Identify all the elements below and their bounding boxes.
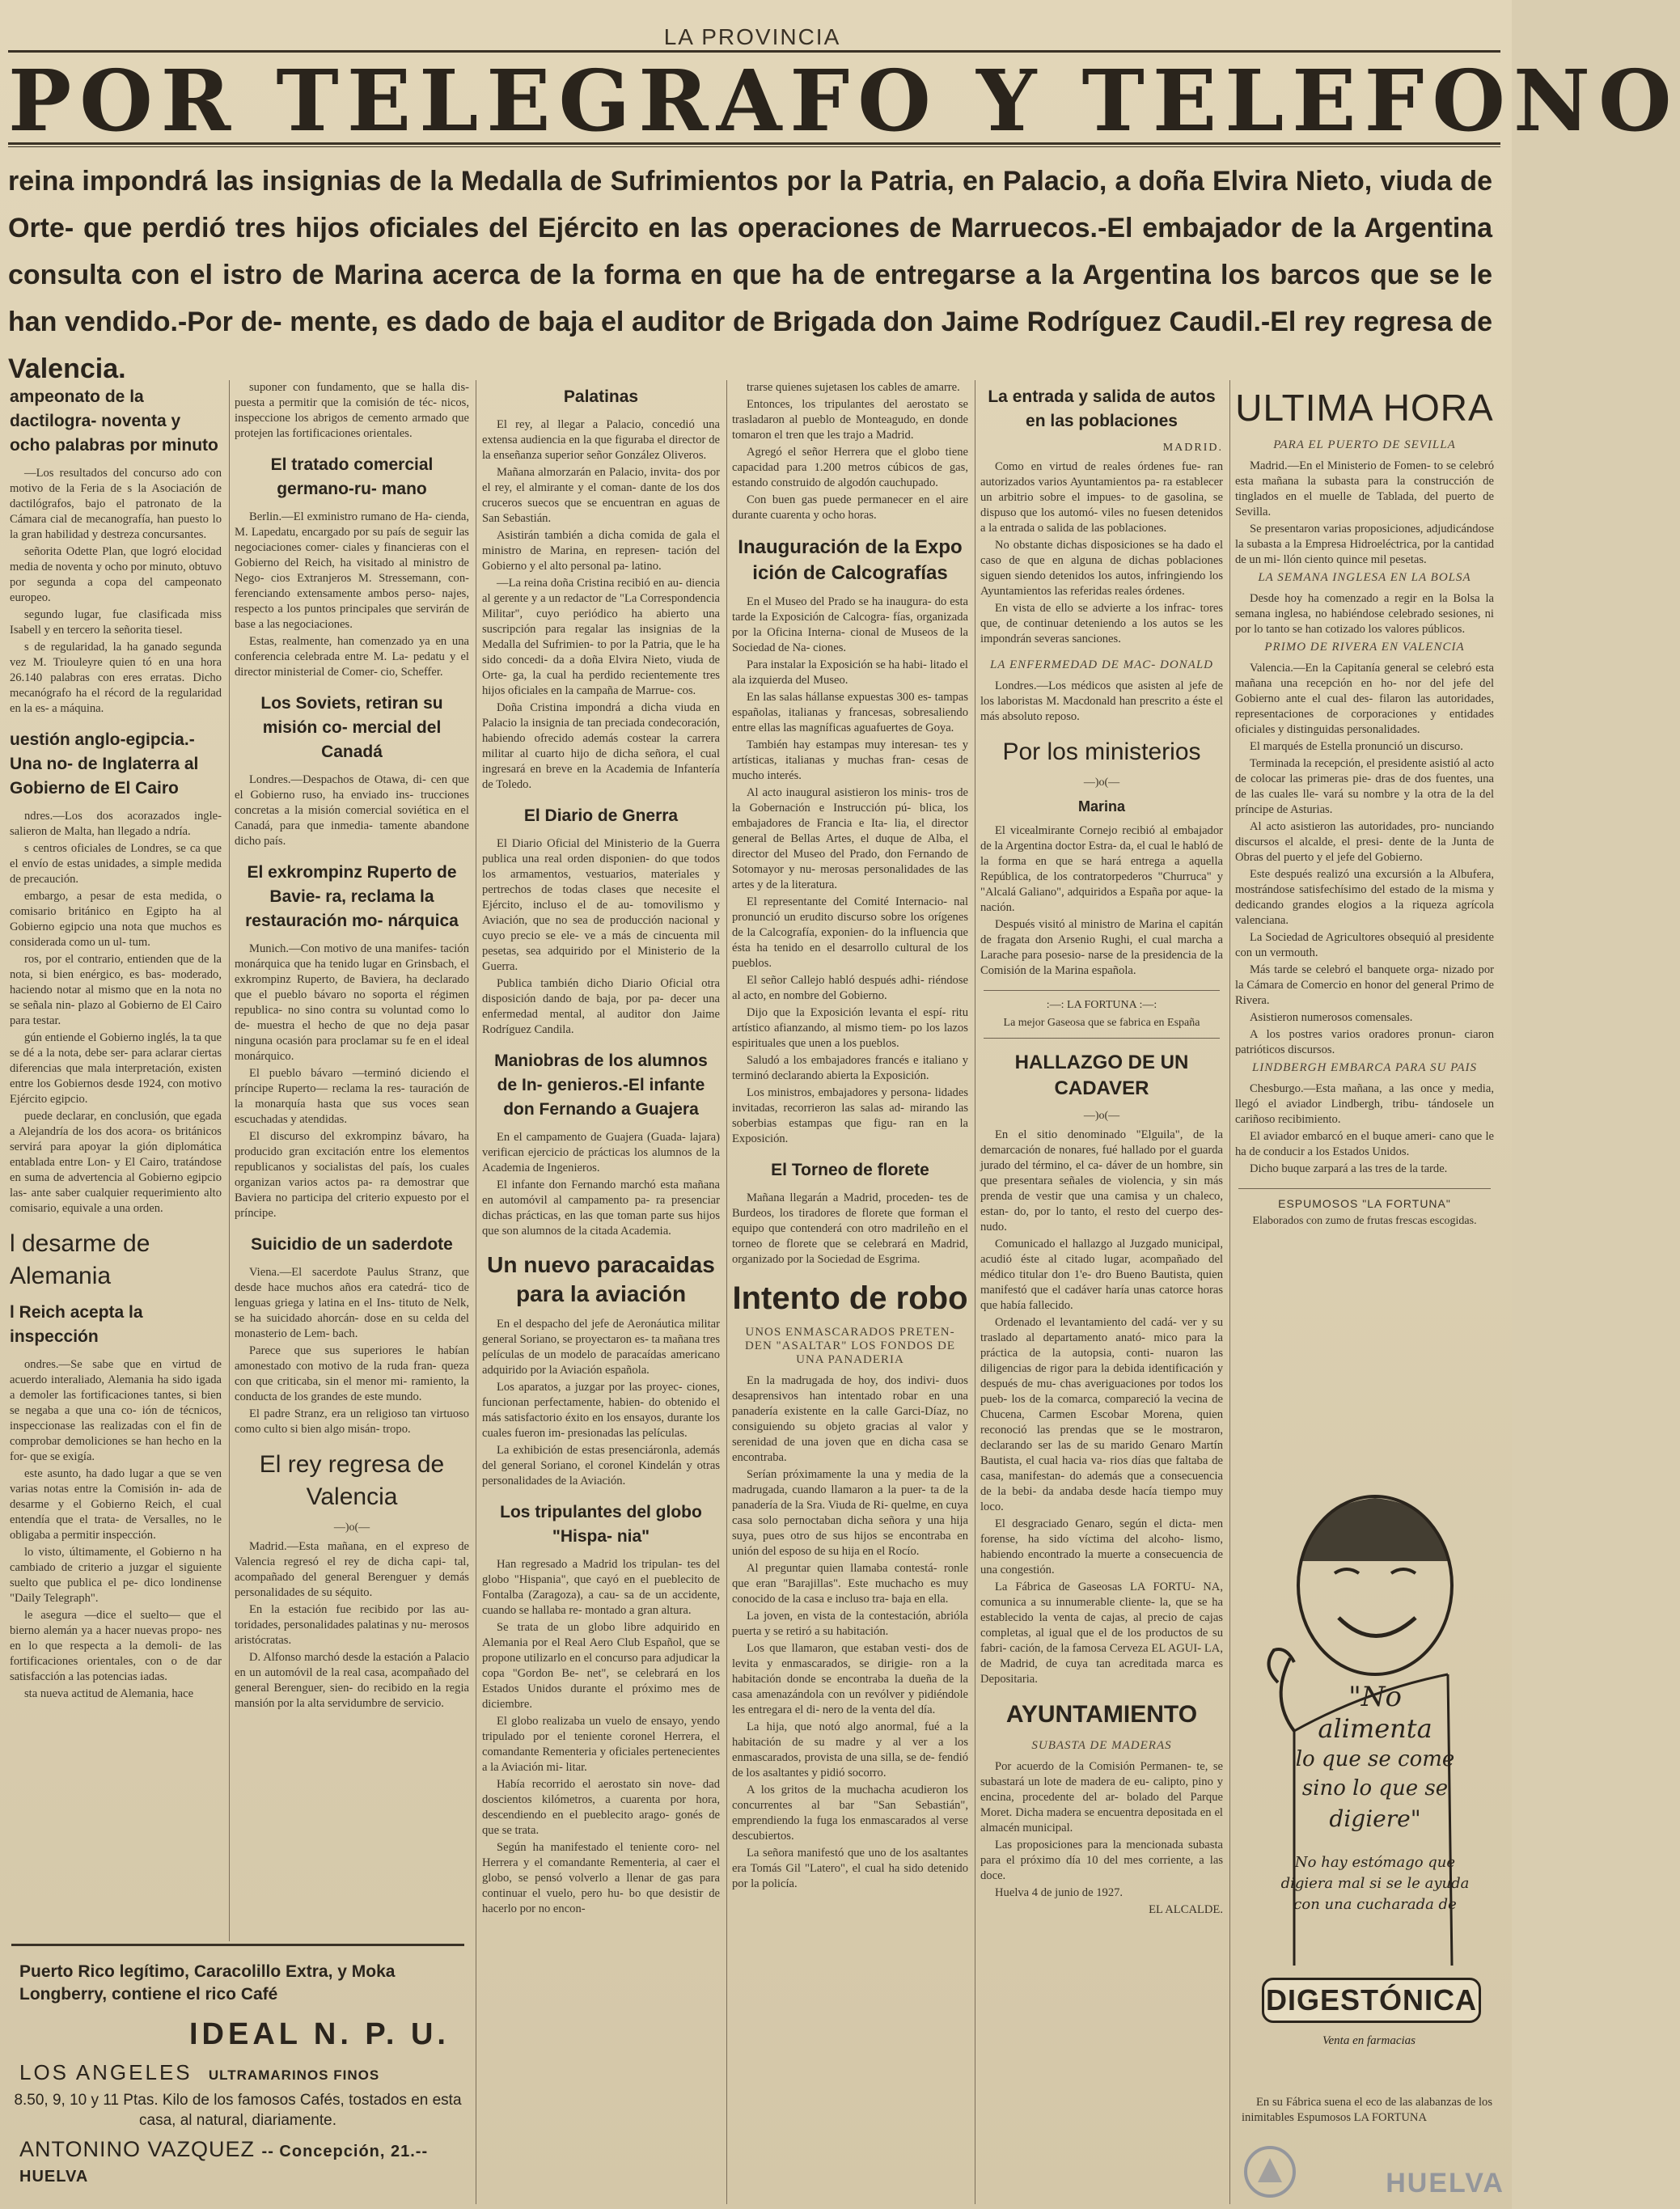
divider — [984, 990, 1220, 991]
paragraph: Después visitó al ministro de Marina el capitán de fragata don Arsenio Rughi, el cual marcha a Larache para posesio- narse de la presidencia de la Comisión de la Marina española. — [980, 918, 1223, 977]
ad-prices: 8.50, 9, 10 y 11 Ptas. Kilo de los famosos Cafés, tostados en esta casa, al natural, diariamente. — [14, 2092, 462, 2129]
section-banner: POR TELEGRAFO Y TELEFONO — [8, 51, 1680, 150]
paragraph: Las proposiciones para la mencionada subasta para el próximo día 10 del mes corriente, a las doce. — [980, 1839, 1223, 1882]
ad-text: La mejor Gaseosa que se fabrica en España — [1003, 1017, 1200, 1029]
paragraph: La Sociedad de Agricultores obsequió al presidente con un vermouth. — [1235, 931, 1494, 959]
paragraph: Han regresado a Madrid los tripulan- tes del globo "Hispania", que cayó en el pueblecito de Fontalba (Zaragoza), a cau- sa de un accidente, cuando se hallaba re- montado a gran altura. — [482, 1558, 720, 1617]
paragraph: ndres.—Los dos acorazados ingle- salieron de Malta, han llegado a ndría. — [10, 810, 222, 838]
article-robbery-attempt — [732, 1279, 968, 1892]
ad-espumosos — [1235, 1188, 1494, 1228]
paragraph: Londres.—Despachos de Otawa, di- cen que el Gobierno ruso, ha enviado ins- trucciones concretas a la misión comercial soviética en el Canadá, para que inmedia- tamente abandone dicho país. — [235, 773, 469, 848]
paragraph: D. Alfonso marchó desde la estación a Palacio en un automóvil de la real casa, acompañado del general Berenguer, sien- do recibido en la regia mansión por la alta servidumbre de servicio. — [235, 1651, 469, 1710]
paragraph: trarse quienes sujetasen los cables de amarre. — [747, 381, 960, 394]
subheadline: LA ENFERMEDAD DE MAC- DONALD — [989, 658, 1214, 671]
ad-tagline: Venta en farmacias — [1322, 2034, 1416, 2047]
paragraph: —La reina doña Cristina recibió en au- diencia al gerente y a un redactor de "La Correspondencia Militar", cuyo periódico ha abierto una suscripción para regalar las insignias de la Medalla del Sufrimien- to por la Patria, que le ha sido concedi- da a doña Elvira Nieto, viuda de Orte- ga, la cual ha perdido recientemente tres hijos oficiales en la campaña de Marrue- cos. — [482, 577, 720, 697]
headline: ULTIMA HORA — [1235, 387, 1494, 429]
article-last-hour — [1235, 385, 1494, 1177]
paragraph: Munich.—Con motivo de una manifes- tación monárquica que ha tenido lugar en Grinsbach, el exkrompinz Ruperto, de Baviera, ha declarado que el pueblo bávaro no soporta el régimen republica- no sino contra su voluntad como lo de- muestra el hecho de que no deja pasar ninguna ocasión para proclamar su fe en el ideal monárquico. — [235, 942, 469, 1063]
paragraph: El marqués de Estella pronunció un discurso. — [1250, 740, 1463, 753]
ad-owner — [19, 2137, 464, 2187]
article-macdonald-illness — [980, 658, 1223, 725]
paragraph: En la estación fue recibido por las au- toridades, personalidades palatinas y nu- merosos aristócratas. — [235, 1603, 469, 1647]
ad-brand: DIGESTÓNICA — [1262, 1978, 1481, 2023]
paragraph: Viena.—El sacerdote Paulus Stranz, que desde hace muchos años era catedrá- tico de lenguas griega y latina en el Ins- tituto de Nelk, se ha suicidado ahorcán- dose en su celda del monasterio de Lem- bach. — [235, 1266, 469, 1340]
headline: El rey regresa de Valencia — [259, 1451, 445, 1510]
owner-address: -- Concepción, 21.--HUELVA — [19, 2143, 429, 2186]
subheadline: UNOS ENMASCARADOS PRETEN- DEN "ASALTAR" LOS FONDOS DE UNA PANADERIA — [744, 1326, 955, 1366]
paragraph: El infante don Fernando marchó esta mañana en automóvil al campamento pa- ra presenciar dichas prácticas, en las que toman parte sus hijos que son alumnos de la citada Academia. — [482, 1179, 720, 1238]
paragraph: ros, por el contrario, entienden que de la nota, si bien enérgico, es bas- moderado, haciendo notar al mismo que en la nota no se señala nin- plazo al Gobierno de El Cairo para testar. — [10, 953, 222, 1027]
column-divider — [229, 380, 230, 1941]
article-trade-treaty — [235, 453, 469, 680]
masthead: LA PROVINCIA — [663, 24, 841, 49]
paragraph: En el sitio denominado "Elguila", de la demarcación de nonares, fué hallado por el guarda jurado del término, el ca- dáver de un hombre, sin que presentara señales de violencia, y sin más prenda de vestir que una camisa y un chaleco, estan- do, por lo tanto, el resto del cuerpo des- nudo. — [980, 1128, 1223, 1234]
article-engineers-maneuvers — [482, 1049, 720, 1239]
paragraph: Agregó el señor Herrera que el globo tiene capacidad para 1.200 metros cúbicos de gas, estando construido de algodón cauchupado. — [732, 446, 968, 489]
paragraph: En las salas hállanse expuestas 300 es- tampas españolas, italianas y francesas, sobresaliendo entre ellas las magníficas aguafuertes de Goya. — [732, 691, 968, 734]
separator: —)o(— — [1083, 1110, 1120, 1122]
paragraph: Londres.—Los médicos que asisten al jefe de los laboristas M. Macdonald han prescrito a éste el más absoluto reposo. — [980, 679, 1223, 723]
paragraph: Según ha manifestado el teniente coro- nel Herrera y el comandante Rementeria, al caer el globo, se pensó volverlo a llenar de gas para continuar el vuelo, pero hu- bo que desistir de hacerlo por no encon- — [482, 1841, 720, 1915]
paragraph: Serían próximamente la una y media de la madrugada, cuando llamaron a la puer- ta de la panadería de la Sra. Viuda de Ri- quelme, en cuya casa solo pernoctaban dicha señora y una hija suya, pues otro de sus hijos se encontraba en unión del esposo de su hija en el Rocío. — [732, 1468, 968, 1558]
headline: ampeonato de la dactilogra- noventa y ocho palabras por minuto — [10, 387, 218, 455]
headline: Palatinas — [563, 387, 639, 406]
paragraph: El discurso del exkrompinz bávaro, ha producido gran excitación entre los elementos republicanos y socialistas del país, los cuales organizan varios actos pa- ra demostrar que Baviera no participa del criterio expuesto por el príncipe. — [235, 1130, 469, 1220]
article-corpse-found — [980, 1050, 1223, 1687]
paragraph: No obstante dichas disposiciones se ha dado el caso de que en alguna de dichas poblaciones siguen siendo detenidos los autos, infringiendo los Ayuntamientos las referidas reales órdenes. — [980, 539, 1223, 598]
headline: Un nuevo paracaidas para la aviación — [487, 1252, 715, 1306]
paragraph: Terminada la recepción, el presidente asistió al acto de colocar las primeras pie- dras de dos fuentes, una de las cuales lle- vará su nombre y la otra de la del príncipe de Asturias. — [1235, 757, 1494, 816]
divider — [1238, 1188, 1491, 1189]
article-palatinas — [482, 385, 720, 793]
article-anglo-egyptian — [10, 728, 222, 1217]
paragraph: gún entiende el Gobierno inglés, la ta que se dé a la nota, debe ser- para aclarar ciertas diferencias que mala interpretación, existen entre los Gobiernos desde 1924, con motivo Ejército egipcio. — [10, 1031, 222, 1106]
headline: Los tripulantes del globo "Hispa- nia" — [500, 1503, 702, 1546]
paragraph: Valencia.—En la Capitanía general se celebró esta mañana una recepción en ho- nor del jefe del Gobierno ante el cual des- filaron las autoridades, representaciones de corporaciones y entidades oficiales y distinguidas personalidades. — [1235, 662, 1494, 736]
paragraph: Más tarde se celebró el banquete orga- nizado por la Cámara de Comercio en honor del general Primo de Rivera. — [1235, 963, 1494, 1007]
headline: HALLAZGO DE UN CADAVER — [1014, 1052, 1189, 1099]
headline: AYUNTAMIENTO — [1005, 1701, 1198, 1728]
owner-name: ANTONINO VAZQUEZ — [19, 2137, 256, 2161]
store-tag: ULTRAMARINOS FINOS — [208, 2067, 380, 2083]
paragraph: Por acuerdo de la Comisión Permanen- te, se subastará un lote de madera de eu- calipto, pino y encina, procedente del ar- bolado del Parque Moret. Dicha madera se encuentra depositada en el almacén municipal. — [980, 1760, 1223, 1834]
paragraph: —Los resultados del concurso ado con motivo de la Feria de s la Asociación de dactilógrafos, bajo el patronato de la Cámara cial de mecanografía, han puesto lo la gran habilidad y destreza concursantes. — [10, 467, 222, 541]
paragraph: El Diario Oficial del Ministerio de la Guerra publica una real orden disponien- do que todos los armamentos, vestuarios, materiales y pertrechos de todas clases que necesite el Ejército, incluso el de au- tomovilismo y Aviación, que no sea de producción nacional y cuyo precio se ele- ve a más de cincuenta mil pesetas, sea adquirido por el Ministerio de la Guerra. — [482, 837, 720, 973]
article-city-hall — [980, 1699, 1223, 1918]
paragraph: El vicealmirante Cornejo recibió al embajador de la Argentina doctor Estra- da, el cual le habló de la forma en que se hará entrega a aquella República, de los contratorpederos "Churruca" y "Alcalá Galiano", adquiridos a España por aque- la nación. — [980, 824, 1223, 914]
paragraph: El padre Stranz, era un religioso tan virtuoso como culto si bien algo misán- tropo. — [235, 1407, 469, 1436]
news-summary: reina impondrá las insignias de la Medalla de Sufrimientos por la Patria, en Palacio, a doña Elvira Nieto, viuda de Orte- que perdió tres hijos oficiales del Ejército en las operaciones de Marruecos.-El embajador de la Argentina consulta con el istro de Marina acerca de la forma en que ha de entregarse a la Argentina los barcos que se le han vendido.-Por de- mente, es dado de baja el auditor de Brigada don Jaime Rodríguez Caudil.-El rey regresa de Valencia. — [8, 166, 1492, 384]
paragraph: s centros oficiales de Londres, se ca que el envío de estas unidades, a simple medida de precaución. — [10, 842, 222, 886]
ad-store — [19, 2060, 464, 2085]
paragraph: Asistirán también a dicha comida de gala el ministro de Marina, en represen- tación del Gobierno y el alto personal pa- latino. — [482, 529, 720, 573]
headline: El Torneo de florete — [771, 1161, 929, 1179]
paragraph: Los que llamaron, que estaban vesti- dos de levita y enmascarados, se dirigie- ron a la habitación donde se encontraba la dueña de la casa amenazándola con un revólver y pidiéndole les entregara el di- nero de la venta del día. — [732, 1642, 968, 1716]
paragraph: Chesburgo.—Esta mañana, a las once y media, llegó el aviador Lindbergh, tribu- tándosele un cariñoso recibimiento. — [1235, 1082, 1494, 1126]
paragraph: Parece que sus superiores le habían amonestado con motivo de la ruda fran- queza con que criticaba, sin el menor mi- ramiento, la conducta de los grandes de este mundo. — [235, 1344, 469, 1403]
paragraph: Estas, realmente, han comenzado ya en una conferencia celebrada entre M. La- pedatu y el director ministerial de Comer- cio, Scheffer. — [235, 635, 469, 679]
column-divider — [726, 380, 727, 2204]
paragraph: A los gritos de la muchacha acudieron los concurrentes al bar "San Sebastián", emprendiendo la fuga los enmascarados al verse descubiertos. — [732, 1784, 968, 1843]
article-ministries — [980, 736, 1223, 979]
paragraph: Para instalar la Exposición se ha habi- litado el ala izquierda del Museo. — [732, 658, 968, 687]
ad-coffee — [11, 1944, 464, 2186]
paragraph: Publica también dicho Diario Oficial otra disposición dando de baja, por pa- decer una enfermedad mental, al auditor don Jaime Rodríguez Candila. — [482, 977, 720, 1036]
paragraph: Al acto inaugural asistieron los minis- tros de la Gobernación e Instrucción pú- blica, los embajadores de Francia e Ita- lia, el director general de Bellas Artes, el duque de Alba, el director del Museo del Prado, don Fernando de Sotomayor y nu- merosas personalidades de las artes y de la literatura. — [732, 786, 968, 891]
headline: El Diario de Gnerra — [523, 806, 679, 825]
paragraph: El aviador embarcó en el buque ameri- cano que le ha de conducir a los Estados Unidos. — [1235, 1130, 1494, 1158]
paragraph: Había recorrido el aerostato sin nove- dad doscientos kilómetros, a cuarenta por hora, descendiendo en el pueblecito arago- gonés de que se trata. — [482, 1778, 720, 1837]
paragraph: El representante del Comité Internacio- nal pronunció un erudito discurso sobre los orígenes de la Calcografía, exponien- do la influencia que ésta ha tenido en el desarrollo cultural de los pueblos. — [732, 895, 968, 970]
article-balloon-continuation — [732, 380, 968, 523]
article-war-diary — [482, 804, 720, 1038]
subheadline: LA SEMANA INGLESA EN LA BOLSA — [1258, 571, 1471, 584]
headline: Suicidio de un saderdote — [251, 1235, 453, 1254]
paragraph: este asunto, ha dado lugar a que se ven varias notas entre la Comisión in- ada de desarme y el Gobierno Reich, el cual entendía que el trata- de Versalles, no le obligaba a permitir inspección. — [10, 1467, 222, 1542]
paragraph: La hija, que notó algo anormal, fué a la habitación de su madre y al ver a los enmascarados, provista de una silla, se de- fendió de los asaltantes y pidió socorro. — [732, 1720, 968, 1779]
article-priest-suicide — [235, 1233, 469, 1437]
article-king-returns — [235, 1449, 469, 1712]
column-6 — [1235, 380, 1494, 1488]
separator: —)o(— — [333, 1521, 370, 1534]
paragraph: Los aparatos, a juzgar por las proyec- ciones, funcionan perfectamente, habien- do obtenido el más satisfactorio éxito en los ensayos, durante los cuales fueron im- presionadas las películas. — [482, 1381, 720, 1440]
separator: —)o(— — [1083, 777, 1120, 789]
subheadline: PRIMO DE RIVERA EN VALENCIA — [1264, 641, 1465, 654]
paragraph: Madrid.—Esta mañana, en el expreso de Valencia regresó el rey de dicha capi- tal, acompañado del general Berenguer y demás personalidades de su séquito. — [235, 1540, 469, 1599]
divider — [984, 1038, 1220, 1039]
paragraph: Con buen gas puede permanecer en el aire durante cuarenta y ocho horas. — [732, 493, 968, 522]
article-hispania-balloon — [482, 1500, 720, 1917]
ad-title: ESPUMOSOS "LA FORTUNA" — [1278, 1197, 1451, 1210]
paragraph: ondres.—Se sabe que en virtud de acuerdo interaliado, Alemania ha sido igada a demoler las fortificaciones tantes, si bien se negaba a que una co- ión de técnicos, inspeccionase las realizadas con el fin de comprobar demoliciones se han hecho en la for- que se exigía. — [10, 1358, 222, 1463]
headline: Intento de robo — [732, 1280, 968, 1316]
paragraph: Los ministros, embajadores y persona- lidades invitadas, recorrieron las salas ad- mirando las soberbias estampas que figu- ran en la Exposición. — [732, 1086, 968, 1145]
paragraph: puede declarar, en conclusión, que egada a Alejandría de los dos acora- os británicos servirá para apoyar la gión diplomática entablada entre Lon- y El Cairo, tratándose en suma de advertencia al Gobierno egipcio las- ante saber cualquier requerimiento alto comisario, equivale a una orden. — [10, 1110, 222, 1215]
subheadline: PARA EL PUERTO DE SEVILLA — [1273, 438, 1456, 451]
paragraph: Se trata de un globo libre adquirido en Alemania por el Real Aero Club Español, que se propone utilizarlo en el concurso para adjudicar la copa "Gordon Be- net", se celebrará en los Estados Unidos durante el próximo mes de diciembre. — [482, 1621, 720, 1711]
headline: El tratado comercial germano-ru- mano — [270, 455, 434, 498]
ad-note: No hay estómago que digiera mal si se le ayuda con una cucharada de — [1280, 1854, 1470, 1913]
ad-slogan: lo que se come — [1295, 1747, 1455, 1771]
dateline: MADRID. — [1162, 442, 1223, 454]
banner-rule — [8, 142, 1500, 145]
subheadline: l Reich acepta la inspección — [10, 1303, 143, 1346]
paragraph: Doña Cristina impondrá a dicha viuda en Palacio la insignia de tan preciada condecoración, habiendo ofrecido además costear la carrera militar al cuarto hijo de dicha señora, el cual ingresará en breve en la Academia de Infantería de Toledo. — [482, 701, 720, 791]
ad-la-fortuna — [980, 990, 1223, 1039]
ad-digestonica — [1246, 1488, 1492, 2071]
paragraph: La Fábrica de Gaseosas LA FORTU- NA, comunica a su innumerable cliente- la, que se ha establecido la venta de cajas, al precio de cajas completas, al igual que el de los productos de su fabri- cación, de la famosa Cerveza EL AGUI- LA, de Madrid, de cuya tan acreditada marca es Depositaria. — [980, 1581, 1223, 1686]
article-parachute — [482, 1250, 720, 1489]
headline: El exkrompinz Ruperto de Bavie- ra, reclama la restauración mo- nárquica — [245, 863, 459, 930]
article-calcography-exhibition — [732, 535, 968, 1147]
paragraph: En la madrugada de hoy, dos indivi- duos desaprensivos han intentado robar en una panadería existente en la calle Garci-Díaz, no consiguiendo su objeto gracias al valor y serenidad de una joven que en dicha casa se encontraba. — [732, 1374, 968, 1464]
paragraph: Entonces, los tripulantes del aerostato se trasladaron al pueblo de Monteagudo, en donde tomaron el tren que les trajo a Madrid. — [732, 398, 968, 442]
ad-slogan: "No — [1348, 1681, 1402, 1713]
paragraph: El pueblo bávaro —terminó diciendo el príncipe Ruperto— reclama la res- tauración de la monarquía hasta que sus voces sean escuchadas y atendidas. — [235, 1067, 469, 1126]
subheadline: LINDBERGH EMBARCA PARA SU PAIS — [1251, 1061, 1478, 1074]
subheadline: Marina — [1077, 798, 1126, 815]
paragraph: lo visto, últimamente, el Gobierno n ha cambiado de criterio a juzgar el siguiente suelto que publica el pe- dico londinense "Daily Telegraph". — [10, 1546, 222, 1605]
headline: La entrada y salida de autos en las poblaciones — [988, 387, 1216, 430]
article-fencing-tournament — [732, 1158, 968, 1267]
column-1 — [10, 380, 222, 1941]
paragraph: La exhibición de estas presenciáronla, además del general Soriano, el coronel Kindelán y otras personalidades de la Aviación. — [482, 1444, 720, 1487]
ad-slogan: sino lo que se — [1301, 1776, 1449, 1801]
paragraph: Comunicado el hallazgo al Juzgado municipal, acudió éste al citado lugar, acompañado del médico titular don 1'e- dro Bueno Bautista, quien manifestó que el cadáver haría unas catorce horas que había fallecido. — [980, 1238, 1223, 1312]
subheadline: SUBASTA DE MADERAS — [1031, 1739, 1172, 1752]
headline: l desarme de Alemania — [10, 1230, 150, 1289]
paragraph: Al preguntar quien llamaba contestá- ronle que eran "Barajillas". Este muchacho es muy conocido de la casa e incluso tra- baja en ella. — [732, 1562, 968, 1606]
paragraph: El globo realizaba un vuelo de ensayo, yendo tripulado por el teniente coronel Herrera, el comandante Rementeria y oficiales pertenecientes a la Aviación mi- litar. — [482, 1715, 720, 1774]
paragraph: A los postres varios oradores pronun- ciaron patrióticos discursos. — [1235, 1028, 1494, 1056]
paragraph: Se presentaron varias proposiciones, adjudicándose la subasta a la Empresa Hidroeléctrica, por la cantidad de un mi- llón ciento quince mil pesetas. — [1235, 523, 1494, 566]
article-continuation — [235, 380, 469, 442]
paragraph: Asistieron numerosos comensales. — [1250, 1011, 1413, 1024]
column-2 — [235, 380, 469, 1941]
paragraph: Dicho buque zarpará a las tres de la tarde. — [1250, 1162, 1448, 1175]
headline: Por los ministerios — [1002, 738, 1201, 765]
paragraph: segundo lugar, fue clasificada miss Isabell y en tercero la señorita tiesel. — [10, 608, 222, 637]
paragraph: Huelva 4 de junio de 1927. — [995, 1886, 1124, 1899]
archive-watermark: HUELVA — [1386, 2168, 1504, 2198]
paragraph: señorita Odette Plan, que logró elocidad media de noventa y ocho por minuto, obtuvo por segunda a copa del campeonato europeo. — [10, 545, 222, 604]
paragraph: embargo, a pesar de esta medida, o comisario británico en Egipto ha al Gobierno egipcio una nota que muchos es considerada como un ul- tum. — [10, 890, 222, 949]
paragraph: En el campamento de Guajera (Guada- lajara) verifican ejercicio de prácticas los alumnos de la Academia de Ingenieros. — [482, 1131, 720, 1174]
ad-line: Puerto Rico legítimo, Caracolillo Extra, y Moka Longberry, contiene el rico Café — [19, 1962, 396, 2004]
paragraph: En el Museo del Prado se ha inaugura- do esta tarde la Exposición de Calcogra- fías, organizada por la Oficina Interna- cional de Museos de la Sociedad de Na- ciones. — [732, 595, 968, 654]
paragraph: s de regularidad, la ha ganado segunda vez M. Triouleyre quien tó en una hora 26.140 palabras con eres erratas. Dicho mecanógrafo ha el récord de la regularidad en la es- a máquina. — [10, 641, 222, 715]
paragraph: El rey, al llegar a Palacio, concedió una extensa audiencia en la que figuraba el director de la enseñanza superior señor González Oliveros. — [482, 418, 720, 462]
ad-brand: IDEAL N. P. U. — [189, 2017, 450, 2051]
paragraph: También hay estampas muy interesan- tes y artísticas, italianas y muchas fran- cesas de mucho interés. — [732, 738, 968, 782]
ad-footer-text: En su Fábrica suena el eco de las alabanzas de los inimitables Espumosos LA FORTUNA — [1242, 2096, 1492, 2124]
ad-slogan: alimenta — [1318, 1713, 1432, 1744]
paragraph: Saludó a los embajadores francés e italiano y terminó declarando abierta la Exposición. — [732, 1054, 968, 1082]
paragraph: El señor Callejo habló después adhi- riéndose al acto, en nombre del Gobierno. — [732, 974, 968, 1002]
headline: uestión anglo-egipcia.-Una no- de Inglaterra al Gobierno de El Cairo — [10, 730, 199, 798]
paragraph: Mañana almorzarán en Palacio, invita- dos por el rey, el almirante y el coman- dante de los dos cruceros suecos que se encuentran en aguas de San Sebastián. — [482, 466, 720, 525]
paragraph: suponer con fundamento, que se halla dis- puesta a permitir que la comisión de téc- nicos, inspeccione los abrigos de cemento armado que protejen las fortificaciones orientales. — [235, 381, 469, 440]
column-5 — [980, 380, 1223, 2192]
paragraph: Ordenado el levantamiento del cadá- ver y su traslado al departamento anató- mico para la práctica de la autopsia, conti- nuaron las diligencias de rigor para la debida identificación y después de mu- chas averiguaciones por todos los pueb- los de la comarca, compareció la vecina de Chucena, Carmen Escobar Morena, quien reconoció las prendas que se le mostraron, declarando ser las de su marido Genaro Martín Bautista, el cual hacia va- rios días que faltaba de casa, manifestan- do además que a consecuencia de la bebi- da andaba desde hacía tiempo muy loco. — [980, 1316, 1223, 1513]
municipal-seal-icon — [1242, 2143, 1298, 2200]
paragraph: La joven, en vista de la contestación, abrióla puerta y se retiró a su habitación. — [732, 1610, 968, 1638]
paragraph: Al acto asistieron las autoridades, pro- nunciando discursos el alcalde, el presi- dente de la Junta de Obras del puerto y el jefe del Gobierno. — [1235, 820, 1494, 864]
paragraph: La señora manifestó que uno de los asaltantes era Tomás Gil "Latero", el cual ha sido detenido por la policía. — [732, 1847, 968, 1890]
article-dactylography — [10, 385, 222, 717]
column-4 — [732, 380, 968, 2192]
paragraph: Como en virtud de reales órdenes fue- ran autorizados varios Ayuntamientos pa- ra establecer un arbitrio sobre el impues- to de gasolina, se dispuso que los automó- viles no fuesen detenidos a la entrada o salida de las poblaciones. — [980, 460, 1223, 535]
headline: Maniobras de los alumnos de In- genieros.-El infante don Fernando a Guajera — [494, 1052, 708, 1119]
paragraph: Dijo que la Exposición levanta el espí- ritu artístico afianzando, al mismo tiem- po los lazos espirituales que unen a los pueblos. — [732, 1006, 968, 1050]
paragraph: Desde hoy ha comenzado a regir en la Bolsa la semana inglesa, no habiéndose celebrado sesiones, ni por lo tanto se han cotizado los valores públicos. — [1235, 592, 1494, 636]
paragraph: En el despacho del jefe de Aeronáutica militar general Soriano, se proyectaron es- ta mañana tres películas de un modelo de paracaídas americano adquirido por la Aviación española. — [482, 1318, 720, 1377]
paragraph: Este después realizó una excursión a la Albufera, mostrándose satisfechísimo del estado de la misma y dedicando grandes elogios a la riqueza agrícola valenciana. — [1235, 868, 1494, 927]
paragraph: sta nueva actitud de Alemania, hace — [24, 1687, 194, 1700]
article-autos-entry — [980, 385, 1223, 647]
article-soviets-canada — [235, 692, 469, 849]
article-german-disarmament — [10, 1228, 222, 1702]
paragraph: le asegura —dice el suelto— que el bierno alemán ya a hacer nuevas propo- nes en lo que respecta a la demoli- de las fortificaciones orientales, con o de dar satisfacción a las potencias iadas. — [10, 1609, 222, 1683]
ad-slogan: digiere" — [1329, 1805, 1421, 1832]
column-divider — [1229, 380, 1230, 2204]
banner-rule-thin — [8, 146, 1500, 147]
headline: Los Soviets, retiran su misión co- mercial del Canadá — [260, 694, 443, 761]
headline: Inauguración de la Expo ición de Calcografías — [738, 536, 963, 584]
paragraph: En vista de ello se advierte a los infrac- tores que, de continuar deteniendo a los autos se les impondrán severas sanciones. — [980, 602, 1223, 645]
store-name: LOS ANGELES — [19, 2060, 193, 2084]
signature: EL ALCALDE. — [1149, 1903, 1223, 1916]
article-rupert-bavaria — [235, 861, 469, 1221]
paragraph: Mañana llegarán a Madrid, proceden- tes de Burdeos, los tiradores de florete que forman el equipo que contenderá con otro madrileño en el torneo de florete que se celebrará en Madrid, organizado por la Sociedad de Esgrima. — [732, 1191, 968, 1266]
separator: :—: LA FORTUNA :—: — [1046, 999, 1157, 1011]
paragraph: Berlin.—El exministro rumano de Ha- cienda, M. Lapedatu, encargado por su país de seguir las negociaciones comer- ciales y financieras con el Gobierno del Reich, ha visitado al ministro de Nego- cios Extranjeros M. Stressemann, con- ferenciando extensamente ambos perso- najes, respecto a los puntos principales que servirán de base a las negociaciones. — [235, 510, 469, 631]
ad-text: Elaborados con zumo de frutas frescas escogidas. — [1252, 1215, 1477, 1227]
paragraph: Madrid.—En el Ministerio de Fomen- to se celebró esta mañana la subasta para la construcción de tinglados en el muelle de Tablada, del puerto de Sevilla. — [1235, 459, 1494, 518]
paragraph: El desgraciado Genaro, según el dicta- men forense, ha sido víctima del alcoho- lismo, habiendo encontrado la muerte a consecuencia de una congestión. — [980, 1517, 1223, 1576]
column-3 — [482, 380, 720, 2192]
